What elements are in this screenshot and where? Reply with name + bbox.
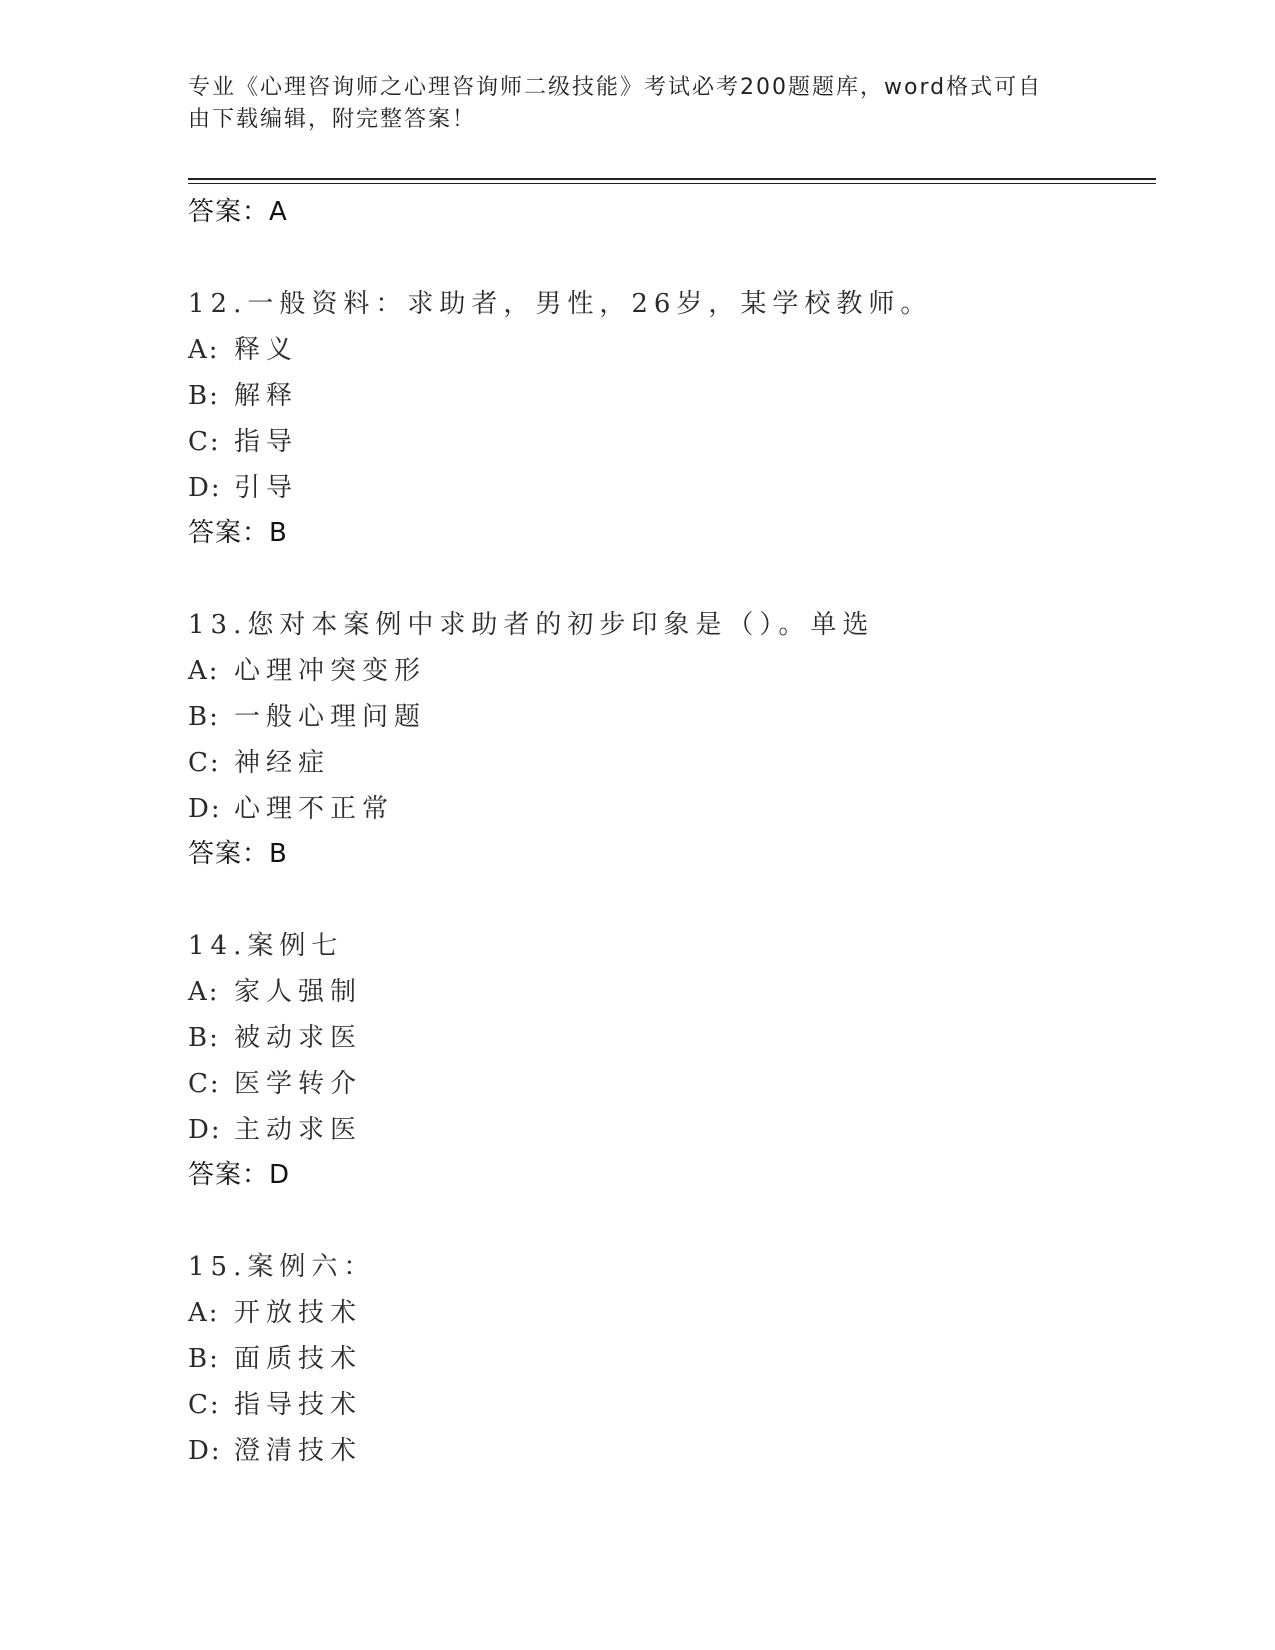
- option-text: 解释: [234, 381, 299, 411]
- option-letter: B:: [188, 381, 220, 411]
- header-divider-thin: [188, 183, 1156, 184]
- option-a: [188, 648, 1148, 694]
- option-letter: B:: [188, 1023, 220, 1053]
- option-c: [188, 740, 1148, 786]
- question-stem: 15.案例六：: [188, 1252, 376, 1282]
- option-b: [188, 1336, 1148, 1382]
- answer-value: A: [269, 197, 288, 227]
- option-letter: C:: [188, 427, 221, 457]
- option-letter: C:: [188, 1069, 221, 1099]
- option-b: [188, 1015, 1148, 1061]
- option-letter: C:: [188, 748, 221, 778]
- option-text: 澄清技术: [234, 1436, 363, 1466]
- header-line-1: 专业《心理咨询师之心理咨询师二级技能》考试必考200题题库，word格式可自: [188, 75, 1043, 100]
- option-letter: D:: [188, 473, 222, 503]
- answer-line: [188, 190, 1148, 235]
- option-c: [188, 1061, 1148, 1107]
- header-line-2: 由下载编辑，附完整答案！: [188, 107, 477, 132]
- option-letter: A:: [188, 977, 220, 1007]
- answer-line: [188, 832, 1148, 877]
- answer-prefix: 答案：: [188, 518, 270, 548]
- option-d: [188, 1428, 1148, 1474]
- question-stem: 13.您对本案例中求助者的初步印象是（）。单选: [188, 610, 875, 640]
- option-text: 心理冲突变形: [234, 656, 427, 686]
- document-header: [188, 72, 1078, 136]
- option-letter: C:: [188, 1390, 221, 1420]
- option-a: [188, 1290, 1148, 1336]
- option-text: 被动求医: [234, 1023, 363, 1053]
- answer-prefix: 答案：: [188, 839, 270, 869]
- option-d: [188, 465, 1148, 511]
- option-text: 一般心理问题: [234, 702, 427, 732]
- option-text: 面质技术: [234, 1344, 363, 1374]
- option-d: [188, 1107, 1148, 1153]
- question-stem: 12.一般资料：求助者，男性，26岁，某学校教师。: [188, 289, 933, 319]
- option-letter: D:: [188, 1436, 222, 1466]
- answer-value: B: [269, 839, 288, 869]
- option-text: 医学转介: [234, 1069, 363, 1099]
- option-text: 开放技术: [234, 1298, 363, 1328]
- option-b: [188, 694, 1148, 740]
- option-letter: A:: [188, 335, 220, 365]
- question-list: [188, 190, 1148, 1474]
- option-a: [188, 969, 1148, 1015]
- option-letter: D:: [188, 1115, 222, 1145]
- option-letter: A:: [188, 1298, 220, 1328]
- option-c: [188, 419, 1148, 465]
- answer-value: B: [269, 518, 288, 548]
- option-letter: B:: [188, 702, 220, 732]
- option-text: 心理不正常: [234, 794, 395, 824]
- option-text: 释义: [234, 335, 299, 365]
- option-text: 神经症: [234, 748, 331, 778]
- answer-value: D: [269, 1160, 291, 1190]
- answer-prefix: 答案：: [188, 197, 270, 227]
- option-text: 主动求医: [234, 1115, 363, 1145]
- answer-line: [188, 1153, 1148, 1198]
- option-letter: A:: [188, 656, 220, 686]
- question-stem: 14.案例七: [188, 931, 344, 961]
- option-letter: D:: [188, 794, 222, 824]
- header-divider-thick: [188, 178, 1156, 180]
- option-text: 指导: [234, 427, 299, 457]
- option-text: 家人强制: [234, 977, 363, 1007]
- option-b: [188, 373, 1148, 419]
- answer-prefix: 答案：: [188, 1160, 270, 1190]
- option-c: [188, 1382, 1148, 1428]
- option-d: [188, 786, 1148, 832]
- option-letter: B:: [188, 1344, 220, 1374]
- option-text: 指导技术: [234, 1390, 363, 1420]
- option-text: 引导: [234, 473, 299, 503]
- answer-line: [188, 511, 1148, 556]
- option-a: [188, 327, 1148, 373]
